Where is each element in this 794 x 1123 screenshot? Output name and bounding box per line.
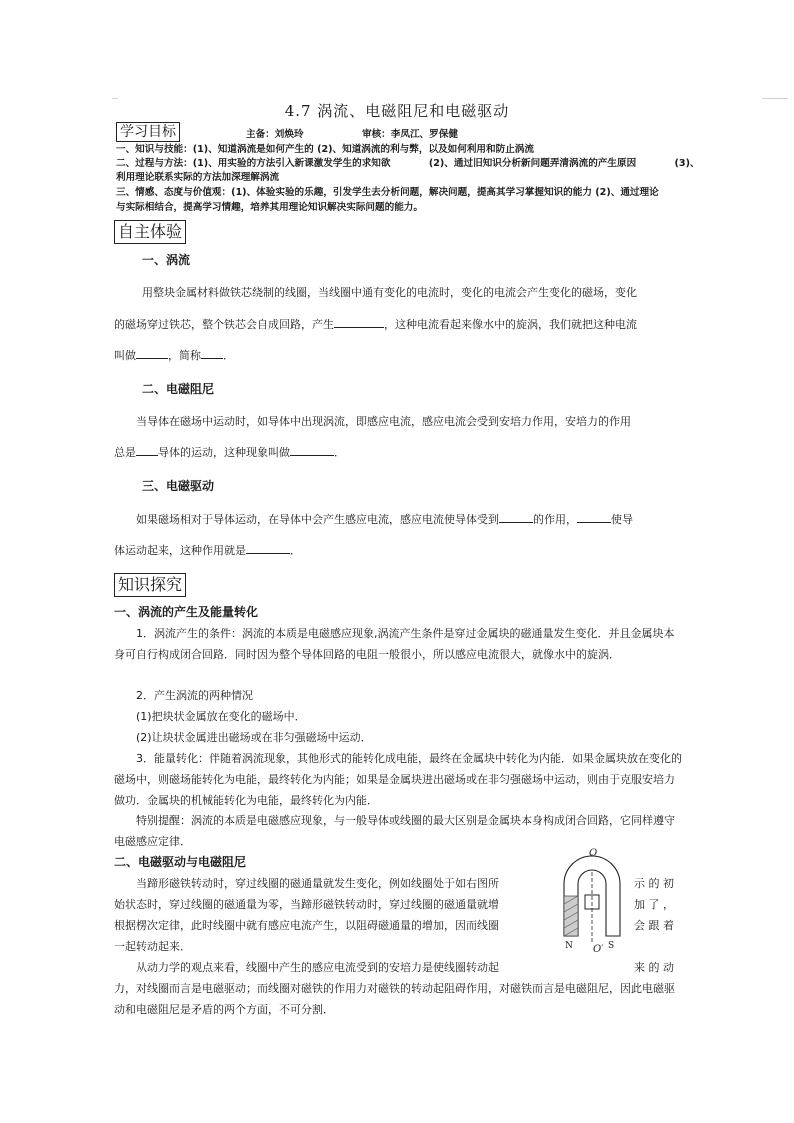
header-rule-right bbox=[762, 98, 788, 99]
page-title: 4.7 涡流、电磁阻尼和电磁驱动 bbox=[284, 102, 510, 120]
text-segment: 叫做 bbox=[114, 349, 136, 362]
goals-line-2: 二、过程与方法：(1)、用实验的方法引入新课激发学生的求知欲 (2)、通过旧知识分析新问题弄清涡流的产生原因 (3)、 bbox=[116, 158, 700, 169]
text-segment: ，简称 bbox=[168, 349, 201, 362]
self-para-1-line-1: 用整块金属材料做铁芯绕制的线圈，当线圈中通有变化的电流时，变化的电流会产生变化的磁场，变化 bbox=[142, 286, 637, 299]
text-segment: ． bbox=[334, 446, 345, 459]
explore-para-8-line-1: 从动力学的观点来看，线圈中产生的感应电流受到的安培力是使线圈转动起 bbox=[136, 961, 499, 974]
explore-para-8-rest: 力，对线圈而言是电磁驱动；而线圈对磁铁的作用力对磁铁的转动起阻碍作用，对磁铁而言是电磁阻尼，因此电磁驱动和电磁阻尼是矛盾的两个方面，不可分割． bbox=[114, 982, 675, 1016]
explore-para-7-line-3: 根据楞次定律，此时线圈中就有感应电流产生，以阻碍磁通量的增加，因而线圈 bbox=[114, 919, 499, 932]
fill-blank[interactable] bbox=[290, 443, 334, 456]
explore-para-1: 1．涡流产生的条件：涡流的本质是电磁感应现象,涡流产生条件是穿过金属块的磁通量发生变化．并且金属块本身可自行构成闭合回路．同时因为整个导体回路的电阻一般很小，所以感应电流很大，就像水中的旋涡． bbox=[114, 627, 675, 661]
authors-text: 主备：刘焕玲 bbox=[246, 129, 304, 140]
self-para-2-line-1: 当导体在磁场中运动时，如导体中出现涡流，即感应电流，感应电流会受到安培力作用，安培力的作用 bbox=[136, 415, 631, 428]
self-heading-1: 一、涡流 bbox=[142, 253, 191, 267]
text-segment: 总是 bbox=[114, 446, 136, 459]
fill-blank[interactable] bbox=[136, 443, 158, 456]
label-s: S bbox=[608, 941, 615, 951]
explore-para-7-line-2: 始状态时，穿过线圈的磁通量为零，当蹄形磁铁转动时，穿过线圈的磁通量就增 bbox=[114, 898, 499, 911]
goals-line-3: 利用理论联系实际的方法加深理解涡流 bbox=[116, 172, 280, 183]
explore-para-7-line-4: 一起转动起来． bbox=[114, 940, 191, 953]
explore-para-7-line-1-right: 示 的 初 bbox=[634, 877, 674, 890]
explore-para-6: 特别提醒：涡流的本质是电磁感应现象，与一般导体或线圈的最大区别是金属块本身构成闭合回路，它同样遵守电磁感应定律． bbox=[114, 814, 675, 848]
fill-blank[interactable] bbox=[246, 541, 290, 554]
explore-heading-2: 二、电磁驱动与电磁阻尼 bbox=[114, 855, 247, 869]
text-segment: 导体的运动，这种现象叫做 bbox=[158, 446, 290, 459]
fill-blank[interactable] bbox=[334, 315, 384, 328]
explore-para-7-line-2-right: 加 了 ， bbox=[634, 898, 674, 911]
explore-para-7-line-3-right: 会 跟 着 bbox=[634, 919, 674, 932]
section-box-self: 自主体验 bbox=[114, 220, 186, 244]
header-rule-left bbox=[112, 98, 118, 99]
text-segment: 的磁场穿过铁芯，整个铁芯会自成回路，产生 bbox=[114, 318, 334, 331]
explore-para-7-line-1: 当蹄形磁铁转动时，穿过线圈的磁通量就发生变化，例如线圈处于如右图所 bbox=[136, 877, 499, 890]
fill-blank[interactable] bbox=[577, 510, 611, 523]
self-para-3-line-1 bbox=[136, 509, 633, 531]
text-segment: 如果磁场相对于导体运动，在导体中会产生感应电流，感应电流使导体受到 bbox=[136, 513, 499, 526]
explore-para-4: (2)让块状金属进出磁场或在非匀强磁场中运动． bbox=[136, 731, 372, 744]
goals-line-1: 一、知识与技能：(1)、知道涡流是如何产生的 (2)、知道涡流的利与弊，以及如何利用和防止涡流 bbox=[116, 144, 534, 155]
explore-para-8-line-1-right: 来 的 动 bbox=[634, 961, 674, 974]
horseshoe-magnet-figure bbox=[556, 846, 628, 956]
goals-line-4: 三、情感、态度与价值观：(1)、体验实验的乐趣，引发学生去分析问题，解决问题，提高其学习掌握知识的能力 (2)、通过理论 bbox=[116, 187, 659, 198]
self-heading-2: 二、电磁阻尼 bbox=[142, 382, 215, 396]
self-para-3-line-2 bbox=[114, 540, 301, 562]
self-para-2-line-2 bbox=[114, 442, 345, 464]
text-segment: 使导 bbox=[611, 513, 633, 526]
self-heading-3: 三、电磁驱动 bbox=[142, 479, 215, 493]
self-para-1-line-2 bbox=[114, 314, 637, 336]
goals-line-5: 与实际相结合，提高学习情趣，培养其用理论知识解决实际问题的能力。 bbox=[116, 202, 423, 213]
fill-blank[interactable] bbox=[136, 346, 168, 359]
explore-para-5: 3．能量转化：伴随着涡流现象，其他形式的能转化成电能，最终在金属块中转化为内能．如果金属块放在变化的磁场中，则磁场能转化为电能，最终转化为内能；如果是金属块进出磁场或在非匀强磁场中运动，则由于克服安培力做功．金属块的机械能转化为电能，最终转化为内能． bbox=[114, 752, 682, 807]
label-n: N bbox=[565, 941, 573, 951]
explore-para-3: (1)把块状金属放在变化的磁场中． bbox=[136, 710, 306, 723]
explore-para-2: 2．产生涡流的两种情况 bbox=[136, 689, 253, 702]
reviewers-text: 审核：李凤江、罗保健 bbox=[362, 129, 458, 140]
text-segment: ． bbox=[290, 544, 301, 557]
text-segment: 体运动起来，这种作用就是 bbox=[114, 544, 246, 557]
fill-blank[interactable] bbox=[499, 510, 533, 523]
explore-heading-1: 一、涡流的产生及能量转化 bbox=[114, 605, 259, 619]
text-segment: ，这种电流看起来像水中的旋涡，我们就把这种电流 bbox=[384, 318, 637, 331]
fill-blank[interactable] bbox=[201, 346, 223, 359]
section-box-goals: 学习目标 bbox=[116, 122, 180, 142]
label-o-top: O bbox=[589, 848, 598, 859]
section-box-explore: 知识探究 bbox=[114, 573, 186, 597]
self-para-1-line-3 bbox=[114, 345, 234, 367]
label-o-bottom: O′ bbox=[593, 944, 604, 955]
text-segment: 的作用， bbox=[533, 513, 577, 526]
text-segment: ． bbox=[223, 349, 234, 362]
